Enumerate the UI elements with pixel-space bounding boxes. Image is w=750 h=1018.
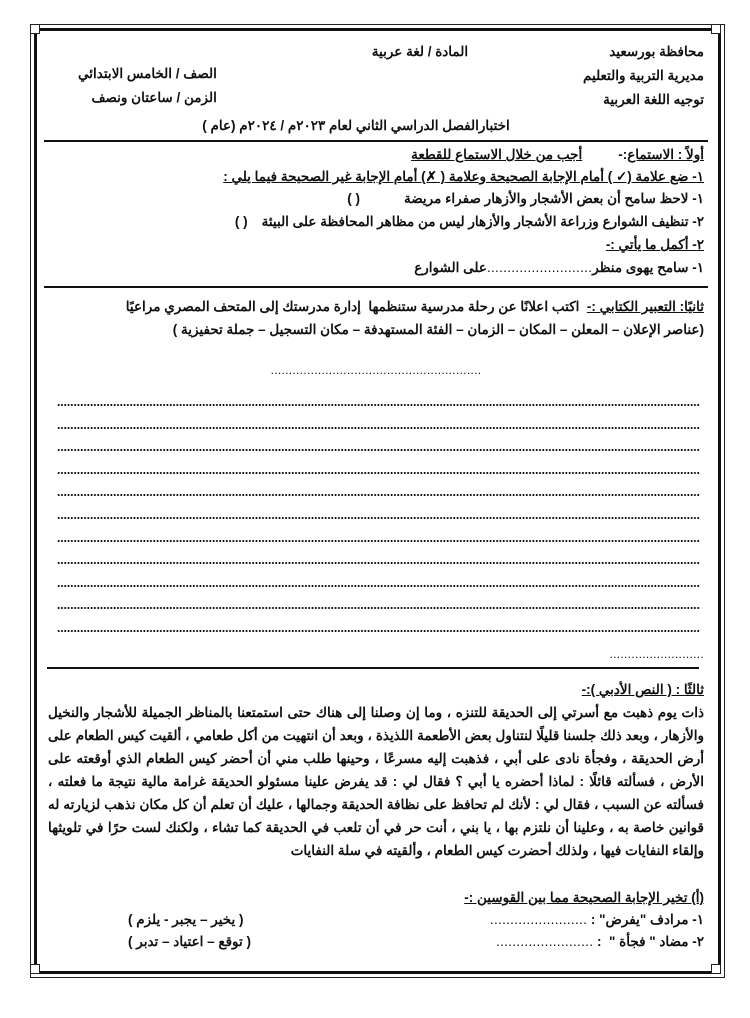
duration-label: الزمن / ساعتان ونصف — [91, 90, 217, 105]
border-corner-ornament — [711, 964, 721, 974]
writing-prompt-line — [48, 297, 704, 317]
governorate-label: محافظة بورسعيد — [609, 44, 704, 59]
border-corner-ornament — [711, 24, 721, 34]
directorate-label: مديرية التربية والتعليم — [583, 68, 704, 83]
part-a-choices: ( يخير – يجبر - يلزم ) — [128, 912, 244, 927]
fill-blank[interactable]: ........................ — [489, 912, 588, 927]
listening-q2-title-row — [48, 235, 704, 255]
part-a-title: (أ) تخير الإجابة الصحيحة مما بين القوسين :- — [464, 890, 704, 905]
answer-line[interactable] — [57, 427, 700, 429]
announcement-title-row — [48, 360, 704, 380]
listening-heading-suffix: :- — [618, 147, 628, 162]
fill-blank[interactable]: ........................ — [496, 934, 594, 949]
listening-heading-title: أولاً : الاستماع — [627, 147, 704, 162]
listening-q2-item — [48, 258, 704, 278]
listening-q1-title: ١- ضع علامة (✓ ) أمام الإجابة الصحيحة وعلامة ( ✗) أمام الإجابة غير الصحيحة فيما يلي : — [223, 169, 704, 184]
writing-elements: (عناصر الإعلان – المعلن – المكان – الزمان – الفئة المستهدفة – مكان التسجيل – جملة تحفيزية ) — [172, 322, 704, 337]
part-a-item-label: ١- مرادف "يفرض" : — [587, 912, 704, 927]
answer-line[interactable] — [57, 517, 700, 519]
listening-q1-item — [48, 189, 704, 209]
part-a-item — [48, 910, 704, 930]
header-right-column — [583, 40, 704, 112]
answer-line[interactable] — [57, 585, 700, 587]
listening-instruction: أجب من خلال الاستماع للقطعة — [411, 147, 583, 162]
listening-heading-row — [48, 145, 704, 165]
listening-q2-title: ٢- أكمل ما يأتي :- — [605, 237, 704, 252]
q2-item-before: ١- سامح يهوى منظر — [592, 260, 704, 275]
border-corner-ornament — [30, 24, 40, 34]
grade-label: الصف / الخامس الابتدائي — [78, 66, 217, 81]
literary-heading: ثالثًا : ( النص الأدبي ):- — [581, 682, 704, 697]
answer-line[interactable] — [57, 472, 700, 474]
exam-title-row — [48, 116, 704, 136]
fill-blank[interactable]: .......................... — [486, 260, 593, 275]
exam-title: اختبارالفصل الدراسي الثاني لعام ٢٠٢٣م / ٢٠٢٤م (عام ) — [202, 118, 510, 133]
listening-q1-item-text: ١- لاحظ سامح أن بعض الأشجار والأزهار صفراء مريضة — [403, 191, 704, 206]
part-a-title-row — [48, 888, 704, 908]
answer-line[interactable] — [57, 562, 700, 564]
header-center-column — [332, 40, 468, 64]
exam-header — [48, 40, 704, 112]
part-a-choices: ( توقع – اعتياد – تدبر ) — [128, 934, 252, 949]
part-a-item — [48, 932, 704, 952]
supervision-label: توجيه اللغة العربية — [603, 92, 704, 107]
answer-box[interactable]: ( ) — [234, 214, 248, 229]
section-divider — [44, 140, 708, 142]
writing-heading: ثانيًا: التعبير الكتابي :- — [586, 299, 704, 314]
part-a-item-label: ٢- مضاد " فجأة " : — [593, 934, 704, 949]
listening-q1-item-text: ٢- تنظيف الشوارع وزراعة الأشجار والأزهار ليس من مظاهر المحافظة على البيئة — [261, 214, 704, 229]
listening-q1-title-row — [48, 167, 704, 187]
writing-prompt: اكتب اعلانًا عن رحلة مدرسية ستنظمها إدارة مدرستك إلى المتحف المصري مراعيًا — [125, 299, 587, 314]
answer-line[interactable] — [57, 540, 700, 542]
q2-item-after: على الشوارع — [414, 260, 487, 275]
answer-line-end[interactable]: .......................... — [609, 647, 704, 661]
section-divider — [44, 286, 708, 288]
answer-line[interactable] — [57, 449, 700, 451]
literary-passage: ذات يوم ذهبت مع أسرتي إلى الحديقة للتنزه ، وما إن وصلنا إلى هناك حتى استمتعنا بالمناظر الجميلة للأشجار والنخيل والأزهار ، وبعد ذلك جلسنا قليلًا لنتناول بعض الأطعمة اللذيذة ، وبعد أن انتهيت من أكل طعامي ، ألقيت كيس الطعام على أرض الحديقة ، وفجأة نادى على أبي ، فذهبت إليه مسرعًا ، وحينها طلب مني أن أحضر كيس الطعام الذي أوقعته على الأرض ، فسألته قائلًا : لماذا أحضره يا أبي ؟ فقال لي : قد يفرض علينا مسئولو الحديقة غرامة مالية نتيجة ما فعلته ، فسألته عن السبب ، فقال لي : لأنك لم تحافظ على نظافة الحديقة وجمالها ، عليك أن تعلم أن كل مكان نذهب لزيارته له قوانين خاصة به ، وعلينا أن نلتزم بها ، يا بني ، أنت حر في أن تلعب في الحديقة كما تشاء ، ولكنك لست حرًا في تلويثها وإلقاء النفايات فيها ، ولذلك أحضرت كيس الطعام ، وألقيته في سلة النفايات — [48, 705, 704, 858]
listening-q1-item — [48, 212, 704, 232]
answer-box[interactable]: ( ) — [347, 191, 360, 206]
writing-elements-row — [48, 320, 704, 340]
answer-line[interactable] — [57, 404, 700, 406]
literary-heading-row — [48, 680, 704, 700]
answer-line[interactable] — [57, 494, 700, 496]
subject-label: المادة / لغة عربية — [371, 44, 469, 59]
section-divider — [47, 667, 699, 669]
border-corner-ornament — [30, 964, 40, 974]
answer-line[interactable] — [57, 607, 700, 609]
answer-line[interactable] — [57, 630, 700, 632]
answer-line-end-row — [48, 644, 704, 664]
announcement-title-blank[interactable]: .......................................................... — [270, 363, 482, 377]
header-left-column — [78, 40, 217, 110]
